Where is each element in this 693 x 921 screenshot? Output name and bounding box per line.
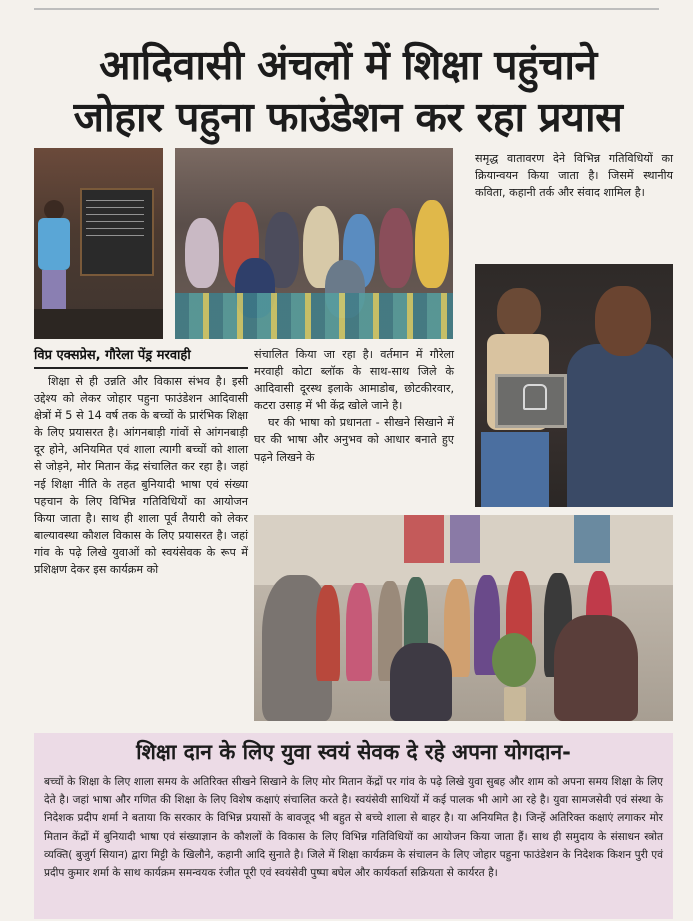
- highlight-box: [34, 733, 673, 919]
- child-figure-body: [38, 218, 70, 270]
- article-column-2: [254, 346, 454, 502]
- child-figure: [390, 643, 452, 721]
- photo-man-boy-slate: [475, 264, 673, 507]
- child-figure: [554, 615, 638, 721]
- plant-pot: [504, 687, 526, 721]
- headline-line-2: जोहार पहुना फाउंडेशन कर रहा प्रयास: [73, 93, 623, 141]
- child-figure-head: [44, 200, 64, 220]
- child-figure: [415, 200, 449, 288]
- child-figure: [316, 585, 340, 681]
- hanging-clothes: [450, 515, 480, 563]
- floor-mat: [175, 293, 453, 339]
- boy-figure-jeans: [481, 432, 549, 507]
- article-column-1: [34, 373, 248, 723]
- article-column-3: [475, 150, 673, 254]
- child-figure: [346, 583, 372, 681]
- photo-children-raising-hands: [175, 148, 453, 339]
- paragraph: संचालित किया जा रहा है। वर्तमान में गौरेला मरवाही कोटा ब्लॉक के साथ-साथ जिले के आदिवासी दूरस्थ इलाके आमाडोब, छोटकीरवार, कटरा उसाड़ में भी केंद्र खोले जाने है।: [254, 348, 454, 413]
- box-title: शिक्षा दान के लिए युवा स्वयं सेवक दे रहे अपना योगदान-: [136, 740, 571, 764]
- child-figure: [185, 218, 219, 288]
- child-figure: [379, 208, 413, 288]
- headline-line-1: आदिवासी अंचलों में शिक्षा पहुंचाने: [99, 41, 597, 89]
- plant: [492, 633, 536, 687]
- top-rule: [34, 8, 659, 10]
- photo-child-blackboard: [34, 148, 163, 339]
- photo-group-activity: [254, 515, 673, 721]
- chalk-writing: [86, 200, 144, 240]
- hanging-clothes: [404, 515, 444, 563]
- man-figure-head: [595, 286, 651, 356]
- byline: विप्र एक्सप्रेस, गौरेला पेंड्र मरवाही: [34, 347, 248, 369]
- paragraph: शिक्षा से ही उन्नति और विकास संभव है। इसी उद्देश्य को लेकर जोहार पहुना फाउंडेशन आदिवासी क्षेत्रों में 5 से 14 वर्ष तक के बच्चों के प्रारंभिक शिक्षा के लिए प्रयासरत है। आंगनबाड़ी गांवों से आंगनबाड़ी दूर होने, अनियमित एवं शाला त्यागी बच्चों को शाला से जोड़ने, मोर मितान केंद्र संचालित कर रहा है। जहां नई शिक्षा नीति के तहत बुनियादी भाषा एवं संख्या पहचान के लिए विभिन्न गतिविधियों का आयोजन किया जाता है। साथ ही शाला पूर्व तैयारी को लेकर बाल्यावस्था कौशल विकास के लिए प्रयासरत है। जहां गांव के पढ़े लिखे युवाओं को स्वयंसेवक के रूप में प्रशिक्षण देकर इस कार्यक्रम को: [34, 375, 248, 577]
- slate-letter: [523, 384, 547, 410]
- man-figure-body: [567, 344, 673, 507]
- hanging-clothes: [574, 515, 610, 563]
- boy-figure-head: [497, 288, 541, 338]
- paragraph: घर की भाषा को प्रधानता - सीखने सिखाने में घर की भाषा और अनुभव को आधार बनाते हुए पढ़ने लिखने के: [254, 416, 454, 464]
- seated-children: [34, 309, 163, 339]
- paragraph: समृद्ध वातावरण देने विभिन्न गतिविधियों का क्रियान्वयन किया जाता है। जिसमें स्थानीय कविता, कहानी तर्क और संवाद शामिल है।: [475, 152, 673, 200]
- box-text: बच्चों के शिक्षा के लिए शाला समय के अतिरिक्त सीखने सिखाने के लिए मोर मितान केंद्रों पर गांव के पढ़े लिखे युवा सुबह और शाम को अपना समय शिक्षा के लिए देते है। जहां भाषा और गणित की शिक्षा के लिए विशेष कक्षाएं संचालित करते है। स्वयंसेवी साथियों में कई पालक भी आगे आ रहे है। युवा सामजसेवी एवं संस्था के निदेशक प्रदीप शर्मा ने बताया कि सरकार के विभिन्न प्रयासों के बावजूद भी बहुत से बच्चे शाला से बाहर है। या अनियमित है। जिन्हें अतिरिक्त कक्षाएं लगाकर मोर मितान केंद्रों में बुनियादी भाषा एवं संख्याज्ञान के कौशलों के विकास के लिए विभिन्न गतिविधियों का आयोजन किया जाता हैं। साथ ही समुदाय के संसाधन स्त्रोत व्यक्ति( बुजुर्ग सियान) द्वारा मिट्टी के खिलौने, कहानी आदि सुनाते है। जिले में शिक्षा कार्यक्रम के संचालन के लिए जोहार पहुना फाउंडेशन के निदेशक किशन पुरी एवं प्रदीप कुमार शर्मा के साथ कार्यक्रम समन्वयक रंजीत पूरी एवं स्वयंसेवी पुष्पा बघेल और कार्यकर्ता सक्रियता से कार्यरत है।: [44, 776, 663, 880]
